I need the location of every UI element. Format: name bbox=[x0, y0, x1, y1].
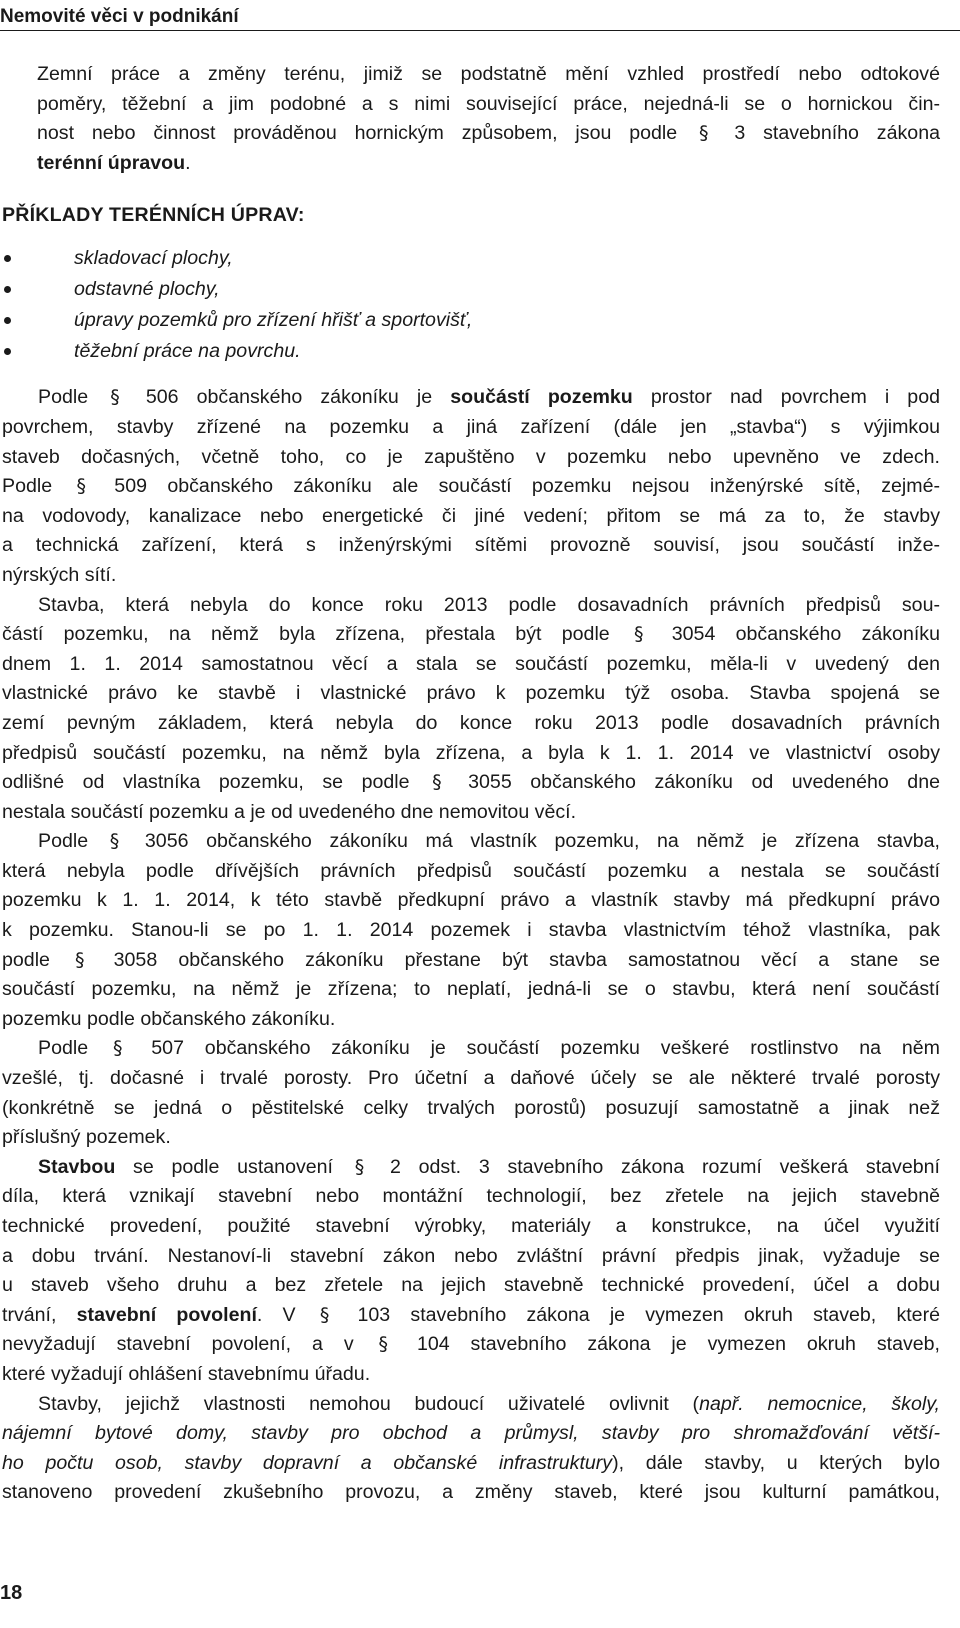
text-line: odlišné od vlastníka pozemku, se podle § 3055 občanského zákoníku od uvedeného dne bbox=[2, 771, 940, 794]
text-line: ho počtu osob, stavby dopravní a občanské infrastruktury), dále stavby, u kterých bylo bbox=[2, 1451, 940, 1474]
text-line: vlastnické právo ke stavbě i vlastnické právo k pozemku týž osoba. Stavba spojená se bbox=[2, 682, 940, 705]
text-line: Podle § 506 občanského zákoníku je součástí pozemku prostor nad povrchem i pod bbox=[38, 386, 940, 409]
text-line: nevyžadují stavební povolení, a v § 104 stavebního zákona je vymezen okruh staveb, bbox=[2, 1333, 940, 1356]
list-item-text: těžební práce na povrchu. bbox=[74, 340, 301, 363]
intro-line: poměry, těžební a jim podobné a s nimi související práce, nejedná-li se o hornickou čin- bbox=[37, 92, 940, 115]
text-line: (konkrétně se jedná o pěstitelské celky trvalých porostů) posuzují samostatně a jinak než bbox=[2, 1096, 940, 1119]
text-line: Podle § 509 občanského zákoníku ale součástí pozemku nejsou inženýrské sítě, zejmé- bbox=[2, 475, 940, 498]
bullet-icon bbox=[4, 255, 11, 262]
text-line: předpisů součástí pozemku, na němž byla zřízena, a byla k 1. 1. 2014 ve vlastnictví osoby bbox=[2, 741, 940, 764]
text-line: dnem 1. 1. 2014 samostatnou věcí a stala se součástí pozemku, měla-li v uvedený den bbox=[2, 652, 940, 675]
list-item-text: odstavné plochy, bbox=[74, 278, 220, 301]
text-line: Podle § 3056 občanského zákoníku má vlastník pozemku, na němž je zřízena stavba, bbox=[38, 830, 940, 853]
text-line: staveb dočasných, včetně toho, co je zapuštěno v pozemku nebo upevněno ve zdech. bbox=[2, 445, 940, 468]
list-item bbox=[2, 305, 940, 336]
text-line: částí pozemku, na němž byla zřízena, přestala být podle § 3054 občanského zákoníku bbox=[2, 623, 940, 646]
text-line: nestala součástí pozemku a je od uvedeného dne nemovitou věcí. bbox=[2, 800, 577, 823]
text-line: které vyžadují ohlášení stavebnímu úřadu. bbox=[2, 1362, 371, 1385]
body-text bbox=[2, 383, 940, 1508]
text-line: a technická zařízení, která s inženýrskými sítěmi provozně souvisí, jsou součástí inže- bbox=[2, 534, 940, 557]
text-line: nýrských sítí. bbox=[2, 563, 117, 586]
list-item bbox=[2, 243, 940, 274]
list-item-text: úpravy pozemků pro zřízení hřišť a sportovišť, bbox=[74, 309, 473, 332]
text-line: Stavba, která nebyla do konce roku 2013 podle dosavadních právních předpisů sou- bbox=[38, 593, 940, 616]
text-line: na vodovody, kanalizace nebo energetické či jiné vedení; přitom se má za to, že stavby bbox=[2, 504, 940, 527]
text-line: zemí pevným základem, která nebyla do konce roku 2013 podle dosavadních právních bbox=[2, 711, 940, 734]
text-line: Stavbou se podle ustanovení § 2 odst. 3 stavebního zákona rozumí veškerá stavební bbox=[38, 1155, 940, 1178]
text-line: Podle § 507 občanského zákoníku je součástí pozemku veškeré rostlinstvo na něm bbox=[38, 1037, 940, 1060]
text-line: pozemku k 1. 1. 2014, k této stavbě předkupní právo a vlastník stavby má předkupní právo bbox=[2, 889, 940, 912]
text-line: a dobu trvání. Nestanoví-li stavební zákon nebo zvláštní právní předpis jinak, vyžaduje se bbox=[2, 1244, 940, 1267]
text-line: nájemní bytové domy, stavby pro obchod a průmysl, stavby pro shromažďování větší- bbox=[2, 1422, 940, 1445]
text-line: u staveb všeho druhu a bez zřetele na jejich stavebně technické provedení, účel a dobu bbox=[2, 1274, 940, 1297]
text-line: podle § 3058 občanského zákoníku přestane být stavba samostatnou věcí a stane se bbox=[2, 948, 941, 971]
text-line: Stavby, jejichž vlastnosti nemohou budoucí uživatelé ovlivnit (např. nemocnice, školy, bbox=[38, 1392, 940, 1415]
running-header bbox=[0, 4, 960, 31]
examples-heading: PŘÍKLADY TERÉNNÍCH ÚPRAV: bbox=[2, 204, 305, 227]
page-content bbox=[2, 60, 940, 1508]
intro-paragraph bbox=[37, 60, 940, 178]
list-item bbox=[2, 274, 940, 305]
bullet-icon bbox=[4, 286, 11, 293]
bullet-icon bbox=[4, 317, 11, 324]
examples-list bbox=[2, 243, 940, 367]
page-number: 18 bbox=[0, 1582, 23, 1604]
bullet-icon bbox=[4, 348, 11, 355]
text-line: trvání, stavební povolení. V § 103 stavebního zákona je vymezen okruh staveb, které bbox=[2, 1303, 940, 1326]
intro-line: nost nebo činnost prováděnou hornickým způsobem, jsou podle § 3 stavebního zákona bbox=[37, 122, 940, 145]
text-line: technické provedení, použité stavební výrobky, materiály a konstrukce, na účel využití bbox=[2, 1215, 940, 1237]
text-line: příslušný pozemek. bbox=[2, 1126, 171, 1149]
text-line: stanoveno provedení zkušebního provozu, a změny staveb, které jsou kulturní památkou, bbox=[2, 1481, 940, 1504]
list-item bbox=[2, 336, 940, 367]
list-item-text: skladovací plochy, bbox=[74, 247, 233, 270]
text-line: pozemku podle občanského zákoníku. bbox=[2, 1007, 336, 1030]
text-line: která nebyla podle dřívějších právních předpisů součástí pozemku a nestala se součástí bbox=[2, 859, 940, 882]
text-line: vzešlé, tj. dočasné i trvalé porosty. Pro účetní a daňové účely se ale některé trvalé porosty bbox=[2, 1067, 940, 1090]
running-title: Nemovité věci v podnikání bbox=[0, 6, 239, 27]
text-line: k pozemku. Stanou-li se po 1. 1. 2014 pozemek i stavba vlastnictvím téhož vlastníka, pak bbox=[2, 919, 940, 942]
text-line: díla, která vznikají stavební nebo montážní technologií, bez zřetele na jejich stavebně bbox=[2, 1185, 940, 1208]
intro-line: Zemní práce a změny terénu, jimiž se podstatně mění vzhled prostředí nebo odtokové bbox=[37, 63, 940, 85]
intro-line: terénní úpravou. bbox=[37, 151, 191, 174]
text-line: součástí pozemku, na němž je zřízena; to neplatí, jedná-li se o stavbu, která není součástí bbox=[2, 978, 940, 1001]
text-line: povrchem, stavby zřízené na pozemku a jiná zařízení (dále jen „stavba“) s výjimkou bbox=[2, 415, 940, 438]
